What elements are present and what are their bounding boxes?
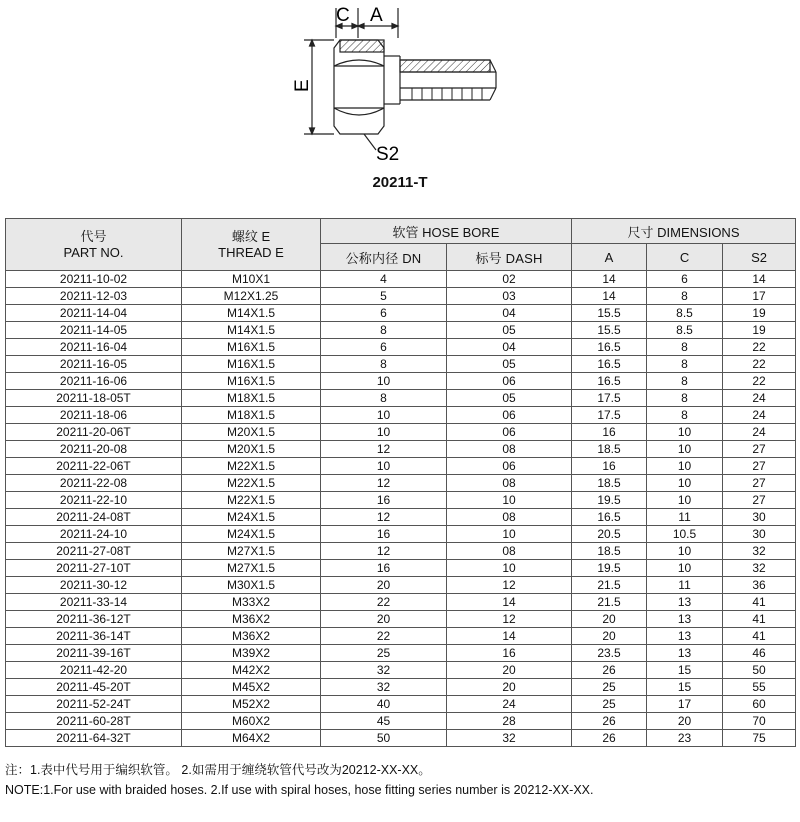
cell-s2: 30	[723, 526, 796, 543]
cell-dash: 20	[447, 662, 572, 679]
cell-a: 23.5	[572, 645, 647, 662]
cell-c: 10	[647, 475, 723, 492]
table-row	[6, 373, 796, 390]
cell-s2: 32	[723, 543, 796, 560]
cell-thread: M36X2	[182, 611, 321, 628]
table-header	[6, 219, 796, 271]
notes	[5, 760, 593, 800]
table-row	[6, 611, 796, 628]
table-row	[6, 288, 796, 305]
cell-a: 16.5	[572, 339, 647, 356]
header-dash: 标号 DASH	[447, 244, 572, 271]
cell-a: 16.5	[572, 373, 647, 390]
product-title: 20211-T	[372, 174, 428, 191]
cell-c: 8	[647, 390, 723, 407]
cell-thread: M22X1.5	[182, 475, 321, 492]
cell-dn: 5	[321, 288, 447, 305]
cell-dash: 16	[447, 645, 572, 662]
cell-c: 10	[647, 543, 723, 560]
cell-c: 13	[647, 645, 723, 662]
cell-a: 25	[572, 679, 647, 696]
cell-a: 17.5	[572, 390, 647, 407]
cell-thread: M64X2	[182, 730, 321, 747]
cell-thread: M12X1.25	[182, 288, 321, 305]
cell-dn: 10	[321, 424, 447, 441]
cell-part-no: 20211-20-06T	[6, 424, 182, 441]
cell-s2: 22	[723, 373, 796, 390]
cell-a: 19.5	[572, 492, 647, 509]
cell-a: 26	[572, 662, 647, 679]
cell-dn: 32	[321, 662, 447, 679]
cell-dash: 05	[447, 322, 572, 339]
cell-dash: 32	[447, 730, 572, 747]
cell-a: 21.5	[572, 577, 647, 594]
header-c: C	[647, 244, 723, 271]
header-thread-en: THREAD E	[218, 244, 284, 260]
cell-s2: 36	[723, 577, 796, 594]
cell-a: 18.5	[572, 475, 647, 492]
cell-thread: M42X2	[182, 662, 321, 679]
cell-part-no: 20211-12-03	[6, 288, 182, 305]
cell-dn: 16	[321, 492, 447, 509]
cell-dash: 14	[447, 594, 572, 611]
cell-s2: 22	[723, 339, 796, 356]
cell-a: 20	[572, 611, 647, 628]
cell-a: 20.5	[572, 526, 647, 543]
cell-thread: M20X1.5	[182, 424, 321, 441]
cell-s2: 41	[723, 594, 796, 611]
header-a: A	[572, 244, 647, 271]
cell-dn: 50	[321, 730, 447, 747]
cell-dn: 12	[321, 441, 447, 458]
cell-dash: 08	[447, 475, 572, 492]
cell-c: 10	[647, 492, 723, 509]
cell-c: 6	[647, 271, 723, 288]
cell-c: 8.5	[647, 305, 723, 322]
cell-dn: 8	[321, 390, 447, 407]
cell-part-no: 20211-14-04	[6, 305, 182, 322]
table-row	[6, 543, 796, 560]
cell-s2: 17	[723, 288, 796, 305]
cell-thread: M39X2	[182, 645, 321, 662]
cell-dash: 10	[447, 560, 572, 577]
cell-thread: M24X1.5	[182, 509, 321, 526]
dim-label-s2: S2	[376, 144, 400, 165]
cell-a: 14	[572, 271, 647, 288]
cell-thread: M22X1.5	[182, 458, 321, 475]
cell-part-no: 20211-24-10	[6, 526, 182, 543]
cell-dn: 22	[321, 628, 447, 645]
fitting-drawing	[290, 0, 520, 170]
cell-s2: 19	[723, 322, 796, 339]
specification-table	[5, 218, 796, 747]
table-row	[6, 696, 796, 713]
cell-dn: 8	[321, 322, 447, 339]
table-row	[6, 441, 796, 458]
cell-part-no: 20211-60-28T	[6, 713, 182, 730]
cell-a: 15.5	[572, 305, 647, 322]
cell-s2: 27	[723, 475, 796, 492]
cell-dn: 20	[321, 577, 447, 594]
cell-a: 26	[572, 730, 647, 747]
cell-a: 19.5	[572, 560, 647, 577]
cell-dn: 12	[321, 475, 447, 492]
cell-s2: 50	[723, 662, 796, 679]
cell-part-no: 20211-33-14	[6, 594, 182, 611]
header-part-en: PART NO.	[63, 244, 124, 260]
table-row	[6, 560, 796, 577]
header-dn: 公称内径 DN	[321, 244, 447, 271]
cell-part-no: 20211-18-06	[6, 407, 182, 424]
table-row	[6, 322, 796, 339]
header-part-no	[6, 219, 182, 271]
cell-a: 18.5	[572, 441, 647, 458]
cell-s2: 19	[723, 305, 796, 322]
dim-label-a: A	[370, 5, 383, 26]
cell-c: 8	[647, 407, 723, 424]
cell-s2: 32	[723, 560, 796, 577]
cell-dash: 28	[447, 713, 572, 730]
cell-thread: M10X1	[182, 271, 321, 288]
cell-dn: 16	[321, 526, 447, 543]
cell-a: 16.5	[572, 356, 647, 373]
cell-a: 20	[572, 628, 647, 645]
cell-c: 13	[647, 628, 723, 645]
cell-dash: 12	[447, 611, 572, 628]
header-s2: S2	[723, 244, 796, 271]
cell-a: 15.5	[572, 322, 647, 339]
table-row	[6, 492, 796, 509]
cell-c: 15	[647, 662, 723, 679]
cell-dash: 04	[447, 339, 572, 356]
cell-dash: 10	[447, 492, 572, 509]
cell-thread: M27X1.5	[182, 543, 321, 560]
cell-dn: 8	[321, 356, 447, 373]
table-row	[6, 526, 796, 543]
cell-thread: M27X1.5	[182, 560, 321, 577]
table-row	[6, 356, 796, 373]
cell-s2: 55	[723, 679, 796, 696]
cell-part-no: 20211-14-05	[6, 322, 182, 339]
cell-dn: 20	[321, 611, 447, 628]
cell-c: 10	[647, 424, 723, 441]
cell-part-no: 20211-39-16T	[6, 645, 182, 662]
header-hose-bore: 软管 HOSE BORE	[321, 219, 572, 244]
cell-thread: M14X1.5	[182, 322, 321, 339]
cell-c: 10	[647, 560, 723, 577]
cell-part-no: 20211-16-04	[6, 339, 182, 356]
cell-thread: M18X1.5	[182, 407, 321, 424]
cell-part-no: 20211-18-05T	[6, 390, 182, 407]
header-thread-cn: 螺纹 E	[231, 228, 271, 244]
cell-c: 8	[647, 288, 723, 305]
table-row	[6, 594, 796, 611]
cell-part-no: 20211-27-08T	[6, 543, 182, 560]
cell-s2: 41	[723, 611, 796, 628]
cell-dash: 14	[447, 628, 572, 645]
cell-dash: 20	[447, 679, 572, 696]
cell-c: 11	[647, 577, 723, 594]
cell-s2: 27	[723, 441, 796, 458]
cell-dn: 6	[321, 339, 447, 356]
cell-dn: 16	[321, 560, 447, 577]
cell-c: 10.5	[647, 526, 723, 543]
cell-thread: M36X2	[182, 628, 321, 645]
cell-s2: 14	[723, 271, 796, 288]
cell-dn: 12	[321, 543, 447, 560]
cell-dn: 12	[321, 509, 447, 526]
cell-c: 13	[647, 594, 723, 611]
cell-dash: 03	[447, 288, 572, 305]
cell-c: 8	[647, 373, 723, 390]
cell-s2: 46	[723, 645, 796, 662]
cell-thread: M33X2	[182, 594, 321, 611]
cell-thread: M16X1.5	[182, 339, 321, 356]
note-english: NOTE:1.For use with braided hoses. 2.If use with spiral hoses, hose fitting series number is 20212-XX-XX.	[5, 783, 594, 797]
table-body	[6, 271, 796, 747]
cell-part-no: 20211-10-02	[6, 271, 182, 288]
cell-thread: M18X1.5	[182, 390, 321, 407]
cell-dn: 25	[321, 645, 447, 662]
hose-fitting-diagram	[290, 0, 520, 170]
cell-part-no: 20211-24-08T	[6, 509, 182, 526]
cell-dn: 10	[321, 407, 447, 424]
cell-part-no: 20211-36-14T	[6, 628, 182, 645]
cell-dash: 10	[447, 526, 572, 543]
table-row	[6, 271, 796, 288]
cell-dn: 6	[321, 305, 447, 322]
table-row	[6, 713, 796, 730]
header-dimensions: 尺寸 DIMENSIONS	[572, 219, 796, 244]
cell-s2: 22	[723, 356, 796, 373]
cell-s2: 30	[723, 509, 796, 526]
cell-part-no: 20211-22-08	[6, 475, 182, 492]
header-thread	[182, 219, 321, 271]
cell-s2: 24	[723, 407, 796, 424]
cell-s2: 60	[723, 696, 796, 713]
cell-part-no: 20211-20-08	[6, 441, 182, 458]
cell-dn: 10	[321, 373, 447, 390]
cell-dash: 05	[447, 390, 572, 407]
table-row	[6, 577, 796, 594]
cell-s2: 27	[723, 492, 796, 509]
cell-c: 23	[647, 730, 723, 747]
cell-dash: 08	[447, 441, 572, 458]
cell-a: 18.5	[572, 543, 647, 560]
cell-part-no: 20211-16-06	[6, 373, 182, 390]
cell-dash: 12	[447, 577, 572, 594]
cell-a: 14	[572, 288, 647, 305]
cell-dash: 06	[447, 373, 572, 390]
cell-thread: M16X1.5	[182, 356, 321, 373]
cell-dash: 06	[447, 407, 572, 424]
cell-s2: 24	[723, 390, 796, 407]
cell-dash: 08	[447, 543, 572, 560]
cell-thread: M14X1.5	[182, 305, 321, 322]
cell-thread: M22X1.5	[182, 492, 321, 509]
cell-a: 21.5	[572, 594, 647, 611]
cell-thread: M52X2	[182, 696, 321, 713]
cell-c: 10	[647, 441, 723, 458]
cell-c: 10	[647, 458, 723, 475]
cell-dash: 05	[447, 356, 572, 373]
table-row	[6, 645, 796, 662]
cell-dash: 24	[447, 696, 572, 713]
cell-c: 13	[647, 611, 723, 628]
cell-c: 15	[647, 679, 723, 696]
cell-a: 16	[572, 458, 647, 475]
cell-s2: 24	[723, 424, 796, 441]
table-row	[6, 628, 796, 645]
cell-thread: M30X1.5	[182, 577, 321, 594]
table-row	[6, 730, 796, 747]
note-chinese: 注：1.表中代号用于编织软管。 2.如需用于缠绕软管代号改为20212-XX-XX。	[5, 763, 431, 777]
cell-c: 8.5	[647, 322, 723, 339]
table-row	[6, 339, 796, 356]
cell-part-no: 20211-30-12	[6, 577, 182, 594]
cell-dn: 45	[321, 713, 447, 730]
cell-part-no: 20211-52-24T	[6, 696, 182, 713]
cell-a: 16.5	[572, 509, 647, 526]
table-row	[6, 679, 796, 696]
cell-part-no: 20211-16-05	[6, 356, 182, 373]
cell-dash: 02	[447, 271, 572, 288]
cell-thread: M16X1.5	[182, 373, 321, 390]
table-row	[6, 662, 796, 679]
cell-part-no: 20211-42-20	[6, 662, 182, 679]
cell-part-no: 20211-36-12T	[6, 611, 182, 628]
dim-label-c: C	[336, 5, 350, 26]
cell-a: 16	[572, 424, 647, 441]
cell-c: 8	[647, 339, 723, 356]
cell-c: 20	[647, 713, 723, 730]
table-row	[6, 458, 796, 475]
cell-dn: 40	[321, 696, 447, 713]
cell-a: 17.5	[572, 407, 647, 424]
dim-label-e: E	[292, 79, 313, 92]
cell-s2: 41	[723, 628, 796, 645]
cell-dash: 04	[447, 305, 572, 322]
header-part-cn: 代号	[80, 228, 107, 244]
cell-part-no: 20211-45-20T	[6, 679, 182, 696]
cell-thread: M60X2	[182, 713, 321, 730]
cell-dash: 06	[447, 424, 572, 441]
table-row	[6, 305, 796, 322]
cell-part-no: 20211-22-06T	[6, 458, 182, 475]
cell-c: 17	[647, 696, 723, 713]
cell-dn: 4	[321, 271, 447, 288]
table-row	[6, 509, 796, 526]
cell-a: 26	[572, 713, 647, 730]
cell-part-no: 20211-64-32T	[6, 730, 182, 747]
cell-s2: 70	[723, 713, 796, 730]
cell-thread: M45X2	[182, 679, 321, 696]
cell-dn: 22	[321, 594, 447, 611]
cell-c: 8	[647, 356, 723, 373]
table-row	[6, 475, 796, 492]
cell-s2: 27	[723, 458, 796, 475]
cell-thread: M20X1.5	[182, 441, 321, 458]
cell-dash: 06	[447, 458, 572, 475]
cell-a: 25	[572, 696, 647, 713]
table-row	[6, 407, 796, 424]
cell-s2: 75	[723, 730, 796, 747]
cell-part-no: 20211-27-10T	[6, 560, 182, 577]
table-row	[6, 424, 796, 441]
cell-dn: 10	[321, 458, 447, 475]
cell-dash: 08	[447, 509, 572, 526]
table-row	[6, 390, 796, 407]
cell-c: 11	[647, 509, 723, 526]
cell-part-no: 20211-22-10	[6, 492, 182, 509]
cell-dn: 32	[321, 679, 447, 696]
cell-thread: M24X1.5	[182, 526, 321, 543]
